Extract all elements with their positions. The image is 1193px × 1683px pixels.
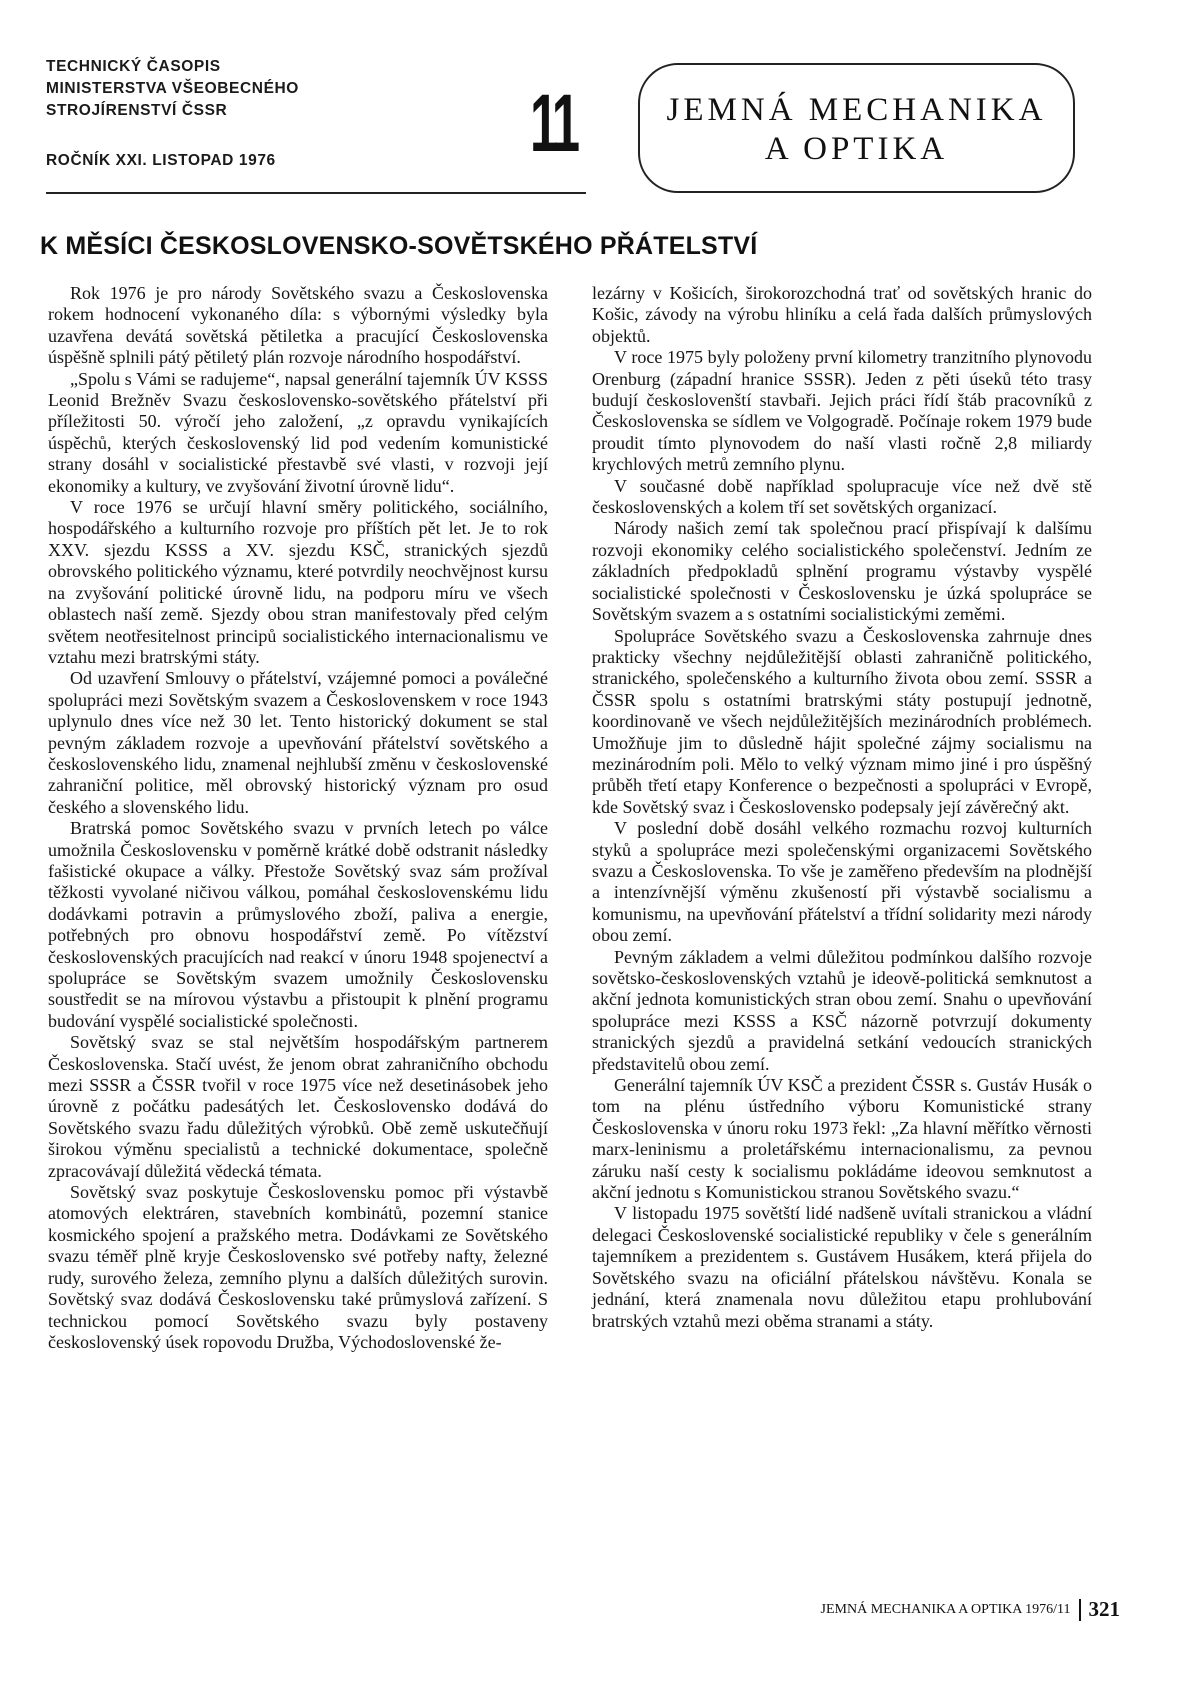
footer-separator: [1079, 1599, 1081, 1621]
paragraph: V současné době například spolupracuje více než dvě stě československých a kolem tří set sovětských organizací.: [592, 475, 1092, 518]
masthead-publisher: [46, 56, 299, 172]
paragraph: Národy našich zemí tak společnou prací přispívají k dalšímu rozvoji ekonomiky celého socialistického společenství. Jedním ze základních předpokladů splnění programu výstavby vyspělé socialistické společnosti v Československu je úzká spolupráce se Sovětským svazem a s ostatními socialistickými zeměmi.: [592, 518, 1092, 625]
paragraph: Od uzavření Smlouvy o přátelství, vzájemné pomoci a poválečné spolupráci mezi Sovětským svazem a Československem v roce 1943 uplynulo dnes více než 30 let. Tento historický dokument se stal pevným základem rozvoje a upevňování přátelství sovětského a československého lidu, znamenal nejhlubší změnu v československé zahraniční politice, měl obrovský historický význam pro osud českého a slovenského lidu.: [48, 668, 548, 817]
left-column: [48, 283, 548, 1353]
paragraph: V roce 1975 byly položeny první kilometry tranzitního plynovodu Orenburg (západní hranice SSSR). Jeden z pěti úseků této trasy budují českoslovenští stavbaři. Jejich práci řídí štáb pracovníků z Československa se sídlem ve Volgogradě. Počínaje rokem 1979 bude proudit tímto plynovodem do naší vlasti ročně 2,8 miliardy krychlových metrů zemního plynu.: [592, 347, 1092, 475]
article-headline: K MĚSÍCI ČESKOSLOVENSKO-SOVĚTSKÉHO PŘÁTELSTVÍ: [40, 232, 758, 260]
paragraph: V listopadu 1975 sovětští lidé nadšeně uvítali stranickou a vládní delegaci Československé socialistické republiky v čele s generálním tajemníkem a prezidentem s. Gustávem Husákem, která přijela do Sovětského svazu na oficiální přátelskou návštěvu. Konala se jednání, která znamenala novu důležitou etapu prohlubování bratrských vztahů mezi oběma stranami a státy.: [592, 1203, 1092, 1331]
masthead-line-1: TECHNICKÝ ČASOPIS: [46, 58, 221, 75]
right-column: [592, 283, 1092, 1332]
paragraph: Bratrská pomoc Sovětského svazu v prvních letech po válce umožnila Československu v poměrně krátké době odstranit následky fašistické okupace a války. Přestože Sovětský svaz sám prožíval těžkosti vyvolané ničivou válkou, pomáhal československému lidu dodávkami potravin a průmyslového zboží, paliva a energie, potřebných pro obnovu hospodářství země. Po vítězství československých pracujících nad reakcí v únoru 1948 spojenectví a spolupráce se Sovětským svazem umožnily Československu soustředit se na mírovou výstavbu a přistoupit k plnění programu budování vyspělé socialistické společnosti.: [48, 818, 548, 1031]
paragraph-continuation: lezárny v Košicích, širokorozchodná trať od sovětských hranic do Košic, závody na výrobu hliníku a celá řada dalších průmyslových objektů.: [592, 283, 1092, 346]
masthead-line-2: MINISTERSTVA VŠEOBECNÉHO: [46, 80, 299, 97]
header-rule: [46, 192, 586, 194]
page-number: 321: [1088, 1597, 1120, 1621]
paragraph: Rok 1976 je pro národy Sovětského svazu a Československa rokem hodnocení vykonaného díla: s výbornými výsledky byla uzavřena devátá sovětská pětiletka a pracující Československa úspěšně splnili pátý pětiletý plán rozvoje národního hospodářství.: [48, 283, 548, 368]
paragraph: V roce 1976 se určují hlavní směry politického, sociálního, hospodářského a kulturního rozvoje pro příštích pět let. Je to rok XXV. sjezdu KSSS a XV. sjezdu KSČ, stranických sjezdů obrovského politického významu, které potvrdily neochvějnost kursu na zvyšování politické úrovně lidu, na podporu míru ve všech oblastech naší země. Sjezdy obou stran manifestovaly před celým světem neotřesitelnost principů socialistického internacionalismu ve vztahu mezi bratrskými státy.: [48, 497, 548, 667]
masthead-volume: ROČNÍK XXI. LISTOPAD 1976: [46, 152, 276, 169]
paragraph: „Spolu s Vámi se radujeme“, napsal generální tajemník ÚV KSSS Leonid Brežněv Svazu československo-sovětského přátelství při příležitosti 50. výročí jeho založení, „z opravdu vynikajících úspěchů, kterých československý lid pod vedením komunistické strany dosáhl v socialistické přestavbě své vlasti, v rozvoji její ekonomiky a kultury, ve zvyšování životní úrovně lidu“.: [48, 368, 548, 496]
paragraph: Pevným základem a velmi důležitou podmínkou dalšího rozvoje sovětsko-československých vztahů je ideově-politická semknutost a akční jednota komunistických stran obou zemí. Snahu o upevňování spolupráce mezi KSSS a KSČ názorně potvrzují dokumenty stranických sjezdů a pravidelná setkání vedoucích stranických představitelů obou zemí.: [592, 946, 1092, 1074]
journal-title-line-1: JEMNÁ MECHANIKA: [666, 92, 1047, 128]
masthead-line-3: STROJÍRENSTVÍ ČSSR: [46, 102, 228, 119]
journal-title-box: [638, 63, 1075, 193]
journal-title-line-2: A OPTIKA: [764, 131, 949, 167]
page-footer: [700, 1597, 1120, 1622]
footer-running-title: JEMNÁ MECHANIKA A OPTIKA 1976/11: [820, 1601, 1071, 1617]
paragraph: Sovětský svaz poskytuje Československu pomoc při výstavbě atomových elektráren, stavebních kombinátů, pozemní stanice kosmického spojení a pražského metra. Dodávkami ze Sovětského svazu téměř plně kryje Československo své potřeby nafty, železné rudy, surového železa, zemního plynu a dalších důležitých surovin. Sovětský svaz dodává Československu také průmyslová zařízení. S technickou pomocí Sovětského svazu byly postaveny československý úsek ropovodu Družba, Východoslovenské že-: [48, 1182, 548, 1352]
paragraph: V poslední době dosáhl velkého rozmachu rozvoj kulturních styků a spolupráce mezi společenskými organizacemi Sovětského svazu a Československa. To vše je zaměřeno především na plodnější a intenzívnější výměnu zkušeností při výstavbě socialismu a komunismu, na upevňování přátelství a třídní solidarity mezi národy obou zemí.: [592, 818, 1092, 946]
paragraph: Generální tajemník ÚV KSČ a prezident ČSSR s. Gustáv Husák o tom na plénu ústředního výboru Komunistické strany Československa v únoru roku 1973 řekl: „Za hlavní měřítko věrnosti marx-leninismu a proletářskému internacionalismu, za pevnou záruku naší cesty k socialismu pokládáme ideovou semknutost a akční jednotu s Komunistickou stranou Sovětského svazu.“: [592, 1075, 1092, 1203]
issue-number: 11: [530, 78, 577, 169]
paragraph: Spolupráce Sovětského svazu a Československa zahrnuje dnes prakticky všechny nejdůležitější oblasti zahraničně politického, stranického, společenského a kulturního života obou zemí. SSSR a ČSSR spolu s ostatními bratrskými státy postupují jednotně, koordinovaně ve všech nejdůležitějších mezinárodních problémech. Umožňuje jim to důsledně hájit společné zájmy socialismu na mezinárodním poli. Mělo to velký význam mimo jiné i pro úspěšný průběh třetí etapy Konference o bezpečnosti a spolupráci v Evropě, kde Sovětský svaz i Československo podepsaly její závěrečný akt.: [592, 625, 1092, 817]
paragraph: Sovětský svaz se stal největším hospodářským partnerem Československa. Stačí uvést, že jenom obrat zahraničního obchodu mezi SSSR a ČSSR tvořil v roce 1975 více než desetinásobek jeho úrovně z počátku padesátých let. Československo dodává do Sovětského svazu řadu důležitých výrobků. Obě země uskutečňují širokou výměnu specialistů a technické dokumentace, společně zpracovávají důležitá vědecká témata.: [48, 1032, 548, 1181]
